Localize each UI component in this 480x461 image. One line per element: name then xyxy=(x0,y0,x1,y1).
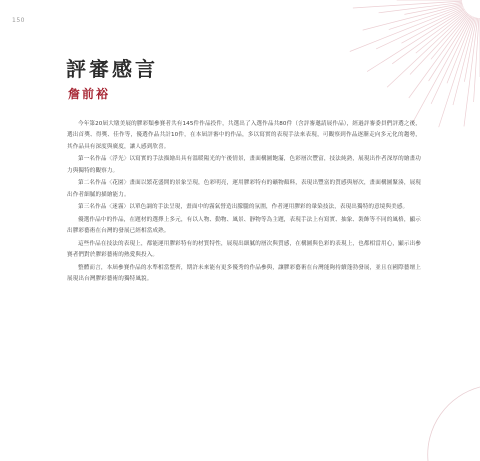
paragraph: 第三名作品〈迷霧〉以單色調的手法呈現，畫面中的霧氣營造出朦朧的氛圍，作者運用膠彩的暈染技法，表現出獨特的意境與美感。 xyxy=(78,204,409,211)
page-title: 評審感言 xyxy=(66,57,158,81)
paragraph: 這些作品在技法的表現上，都能運用膠彩特有的材質特性，展現出細膩的層次與質感，在構圖與色彩的表現上，也都相當用心，顯示出參賽者們對於膠彩藝術的熱愛與投入。 xyxy=(67,240,421,259)
paragraph: 整體而言，本屆參賽作品的水準相當整齊，期許未來能有更多優秀的作品參與，讓膠彩藝術在台灣能夠持續蓬勃發展，並且在國際藝壇上展現出台灣膠彩藝術的獨特風貌。 xyxy=(67,264,421,283)
author-name: 詹前裕 xyxy=(68,87,111,101)
corner-arc-line xyxy=(428,387,480,461)
sunburst-ray xyxy=(387,12,467,87)
paragraph: 今年第20屆大墩美展的膠彩類參賽者共有145件作品投件，共選出了入選作品共80件（含評審邀請展作品），經過評審委員們評選之後，選出首獎、得獎、佳作等，優選作品共計10件，在本屆評審中的作品，多以寫實的表現手法來表現，可觀察到作品逐漸走向多元化的趨勢，其作品具有深度與廣度，讓人感到欣喜。 xyxy=(67,121,421,150)
sunburst-ray xyxy=(376,8,464,49)
corner-arc-decoration xyxy=(420,381,480,461)
paragraph: 第二名作品〈花園〉畫面以繁花盛開的景象呈現，色彩明亮，運用膠彩特有的礦物顏料，表現出豐富的質感與層次，畫面構圖緊湊，展現出作者細膩的描繪能力。 xyxy=(67,180,421,198)
sunburst-decoration xyxy=(330,0,480,130)
sunburst-ray xyxy=(431,16,472,104)
sunburst-ray xyxy=(409,15,470,98)
paragraph: 第一名作品〈浮光〉以寫實的手法描繪出具有溫暖陽光的午後情景，畫面構圖飽滿，色彩層次豐富，技法純熟，展現出作者深厚的繪畫功力與獨特的觀察力。 xyxy=(67,156,421,174)
sunburst-ray xyxy=(402,9,465,44)
article-body xyxy=(67,119,421,287)
sunburst-ray xyxy=(392,11,465,64)
page-number: 150 xyxy=(12,17,25,24)
paragraph: 優選作品中的作品，在題材的選擇上多元，有以人物、動物、風景、靜物等為主題，表現手法上有寫實、抽象、裝飾等不同的風格，顯示出膠彩藝術在台灣的發展已經相當成熟。 xyxy=(67,216,421,235)
